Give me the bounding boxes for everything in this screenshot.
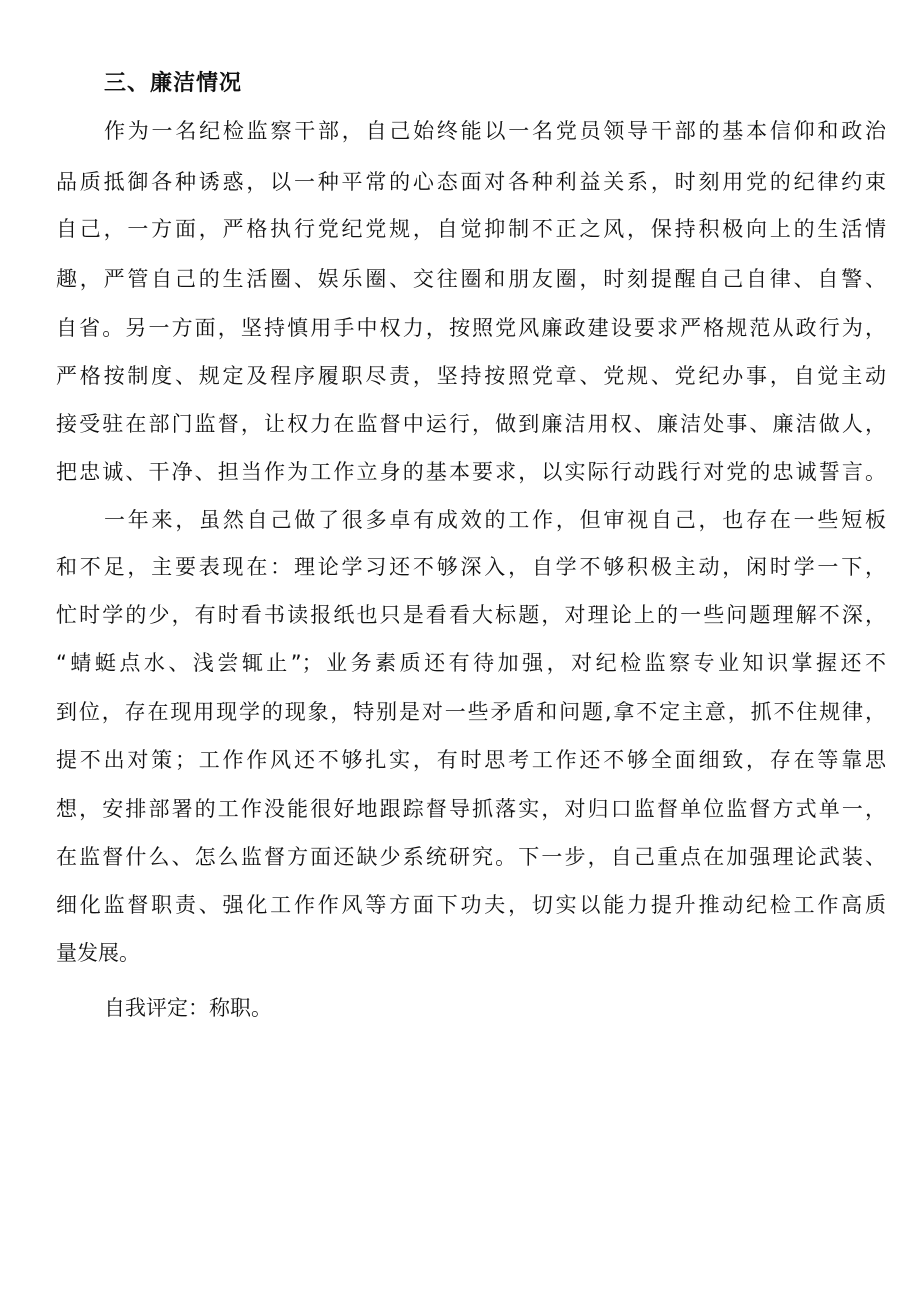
paragraph-1-line-1: 作为一名纪检监察干部，自己始终能以一名党员领导干部的基本信仰和政治 bbox=[104, 119, 886, 143]
paragraph-2-line-8: 在监督什么、怎么监督方面还缺少系统研究。下一步，自己重点在加强理论武装、 bbox=[56, 845, 886, 869]
paragraph-1-line-8: 把忠诚、干净、担当作为工作立身的基本要求，以实际行动践行对党的忠诚誓言。 bbox=[56, 460, 886, 484]
paragraph-2-line-10: 量发展。 bbox=[56, 941, 140, 965]
paragraph-2-line-6: 提不出对策；工作作风还不够扎实，有时思考工作还不够全面细致，存在等靠思 bbox=[56, 748, 886, 772]
paragraph-1-line-6: 严格按制度、规定及程序履职尽责，坚持按照党章、党规、党纪办事，自觉主动 bbox=[56, 364, 886, 388]
paragraph-2-line-1: 一年来，虽然自己做了很多卓有成效的工作，但审视自己，也存在一些短板 bbox=[104, 508, 886, 532]
paragraph-2-line-2: 和不足，主要表现在：理论学习还不够深入，自学不够积极主动，闲时学一下， bbox=[56, 555, 886, 579]
self-assessment-line: 自我评定：称职。 bbox=[104, 996, 272, 1020]
paragraph-2-line-7: 想，安排部署的工作没能很好地跟踪督导抓落实，对归口监督单位监督方式单一， bbox=[56, 797, 886, 821]
paragraph-1-line-5: 自省。另一方面，坚持慎用手中权力，按照党风廉政建设要求严格规范从政行为， bbox=[56, 316, 886, 340]
paragraph-2-line-9: 细化监督职责、强化工作作风等方面下功夫，切实以能力提升推动纪检工作高质 bbox=[56, 893, 886, 917]
paragraph-1-line-4: 趣，严管自己的生活圈、娱乐圈、交往圈和朋友圈，时刻提醒自己自律、自警、 bbox=[56, 267, 886, 291]
paragraph-1-line-3: 自己，一方面，严格执行党纪党规，自觉抑制不正之风，保持积极向上的生活情 bbox=[56, 217, 886, 241]
paragraph-1-line-7: 接受驻在部门监督，让权力在监督中运行，做到廉洁用权、廉洁处事、廉洁做人， bbox=[56, 412, 886, 436]
paragraph-1-line-2: 品质抵御各种诱惑，以一种平常的心态面对各种利益关系，时刻用党的纪律约束 bbox=[56, 170, 886, 194]
section-heading: 三、廉洁情况 bbox=[104, 71, 243, 96]
paragraph-2-line-5: 到位，存在现用现学的现象，特别是对一些矛盾和问题,拿不定主意，抓不住规律， bbox=[56, 700, 886, 724]
paragraph-2-line-4: “蜻蜓点水、浅尝辄止”；业务素质还有待加强，对纪检监察专业知识掌握还不 bbox=[56, 651, 886, 675]
paragraph-2-line-3: 忙时学的少，有时看书读报纸也只是看看大标题，对理论上的一些问题理解不深， bbox=[56, 603, 886, 627]
